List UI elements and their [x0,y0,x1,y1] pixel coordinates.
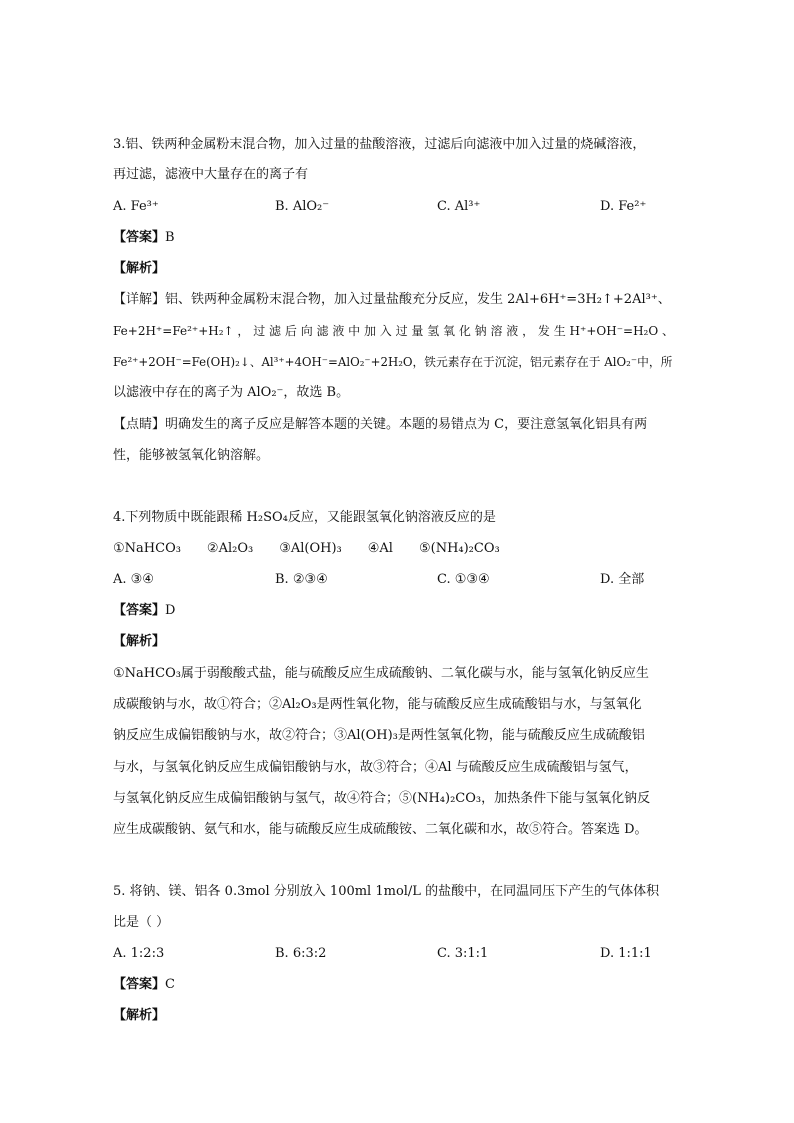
q3-analysis-label: 【解析】 [113,261,166,276]
q5-answer-value: C [165,977,175,992]
q4-stem: 4.下列物质中既能跟稀 H₂SO₄反应，又能跟氢氧化钠溶液反应的是 [113,510,496,525]
q4-option-b: B. ②③④ [275,572,328,587]
q3-tip-line-1: 【点睛】明确发生的离子反应是解答本题的关键。本题的易错点为 C，要注意氢氧化铝具有两 [113,417,648,432]
q4-analysis-label: 【解析】 [113,634,166,649]
q4-analysis-line-3: 钠反应生成偏铝酸钠与水，故②符合；③Al(OH)₃是两性氢氧化物，能与硫酸反应生成硫酸铝 [113,728,645,743]
q3-option-b: B. AlO₂⁻ [275,199,330,214]
q4-option-a: A. ③④ [113,572,154,587]
q4-analysis-line-4: 与水，与氢氧化钠反应生成偏铝酸钠与水，故③符合；④Al 与硫酸反应生成硫酸铝与氢气， [113,760,638,775]
q3-option-d: D. Fe²⁺ [600,199,647,214]
q5-stem-line-2: 比是（ ） [113,915,170,930]
q4-analysis-line-1: ①NaHCO₃属于弱酸酸式盐，能与硫酸反应生成硫酸钠、二氧化碳与水，能与氢氧化钠反应生 [113,666,649,681]
q3-option-a: A. Fe³⁺ [113,199,159,214]
q3-answer [113,230,683,246]
q5-analysis-label: 【解析】 [113,1008,166,1023]
q3-tip-line-2: 性，能够被氢氧化钠溶解。 [113,448,270,463]
q5-option-c: C. 3:1:1 [437,946,489,961]
q3-option-c: C. Al³⁺ [437,199,481,214]
q5-option-d: D. 1:1:1 [600,946,652,961]
q3-options [113,199,683,215]
q5-option-a: A. 1:2:3 [113,946,165,961]
q4-options [113,572,683,588]
q4-items: ①NaHCO₃ ②Al₂O₃ ③Al(OH)₃ ④Al ⑤(NH₄)₂CO₃ [113,541,500,556]
q5-answer [113,977,683,993]
q3-detail-line-2: Fe+2H⁺=Fe²⁺+H₂↑ ， 过 滤 后 向 滤 液 中 加 入 过 量 氢 氧 化 钠 溶 液 ， 发 生 H⁺+OH⁻=H₂O 、 [113,324,675,338]
q4-analysis-line-2: 成碳酸钠与水，故①符合；②Al₂O₃是两性氧化物，能与硫酸反应生成硫酸铝与水，与氢氧化 [113,697,642,712]
q3-answer-label: 【答案】 [113,230,166,245]
q4-option-c: C. ①③④ [437,572,490,587]
q4-answer-value: D [165,603,176,618]
q5-option-b: B. 6:3:2 [275,946,327,961]
q5-options [113,946,683,962]
q4-answer [113,603,683,619]
q3-detail-line-4: 以滤液中存在的离子为 AlO₂⁻，故选 B。 [113,385,350,400]
q4-option-d: D. 全部 [600,572,645,587]
q3-detail-line-1: 【详解】铝、铁两种金属粉末混合物，加入过量盐酸充分反应，发生 2Al+6H⁺=3H₂↑+2Al³⁺、 [113,292,671,307]
q5-answer-label: 【答案】 [113,977,166,992]
q4-analysis-line-5: 与氢氧化钠反应生成偏铝酸钠与氢气，故④符合；⑤(NH₄)₂CO₃，加热条件下能与氢氧化钠反 [113,791,651,806]
q3-stem-line-2: 再过滤，滤液中大量存在的离子有 [113,167,309,182]
q4-answer-label: 【答案】 [113,603,166,618]
q3-stem-line-1: 3.铝、铁两种金属粉末混合物，加入过量的盐酸溶液，过滤后向滤液中加入过量的烧碱溶液， [113,137,646,152]
q5-stem-line-1: 5. 将钠、镁、铝各 0.3mol 分别放入 100ml 1mol/L 的盐酸中，在同温同压下产生的气体体积 [113,884,660,899]
q3-detail-line-3: Fe²⁺+2OH⁻=Fe(OH)₂↓、Al³⁺+4OH⁻=AlO₂⁻+2H₂O，铁元素存在于沉淀，铝元素存在于 AlO₂⁻中，所 [113,355,673,369]
q3-answer-value: B [165,230,175,245]
q4-analysis-line-6: 应生成碳酸钠、氨气和水，能与硫酸反应生成硫酸铵、二氧化碳和水，故⑤符合。答案选 D。 [113,822,648,837]
